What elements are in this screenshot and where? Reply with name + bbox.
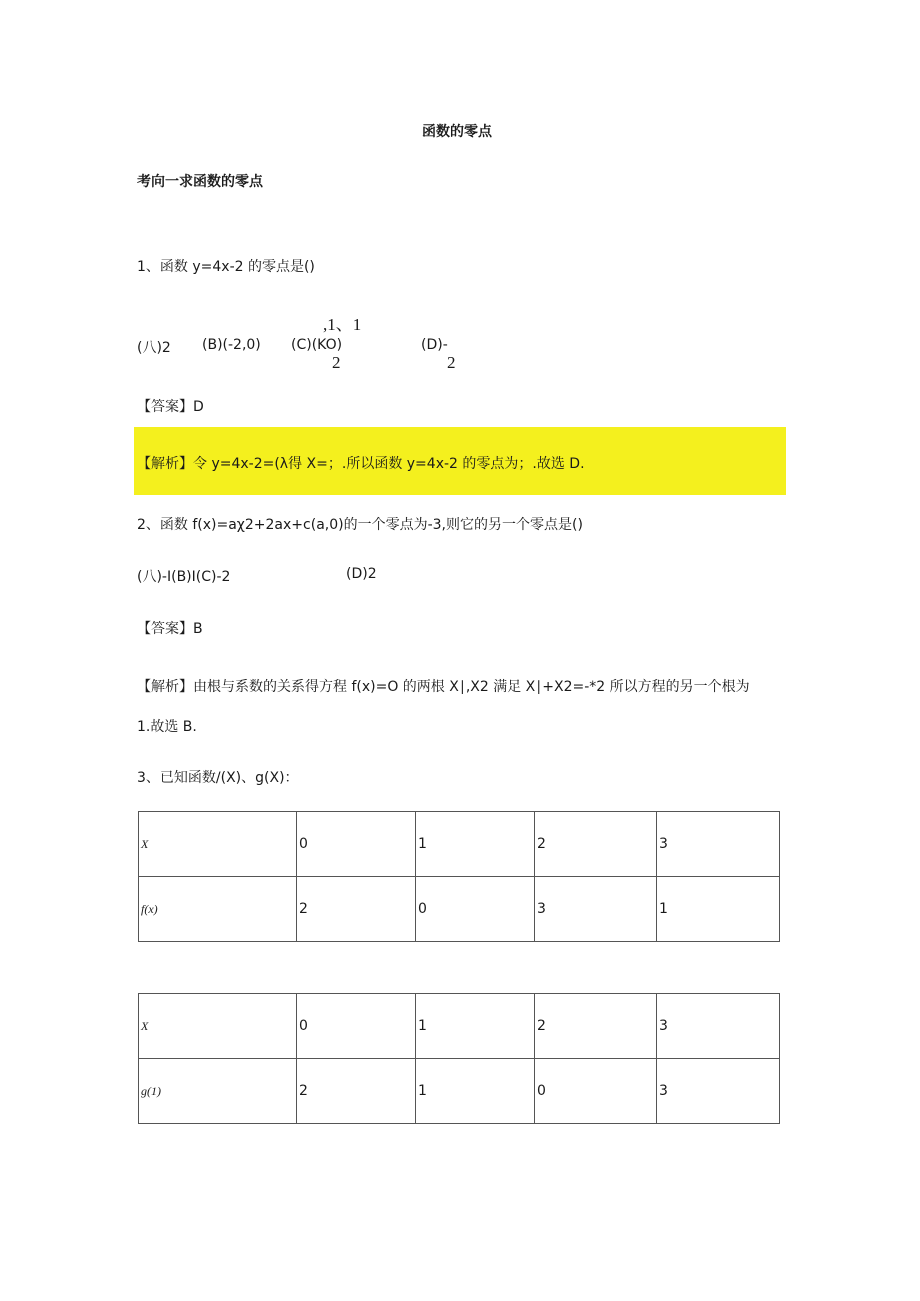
table-cell: 0 [297,994,416,1059]
table-cell: 2 [535,812,657,877]
question-1-answer: 【答案】D [137,399,204,415]
table-cell: f(x) [139,877,297,942]
option-b: (B)(-2,0) [202,337,261,353]
table-row [139,1059,780,1124]
table-cell: X [139,812,297,877]
table-cell: 1 [416,994,535,1059]
table-cell: 0 [416,877,535,942]
table-cell: 2 [535,994,657,1059]
table-cell: 0 [535,1059,657,1124]
table-cell: 3 [535,877,657,942]
option-c: (C)(KO) [291,337,343,353]
table-cell: 2 [297,1059,416,1124]
table-cell: 1 [416,812,535,877]
table-row [139,877,780,942]
fraction-c-denominator: 2 [332,353,341,372]
table-cell: 3 [657,812,780,877]
question-1-analysis: 【解析】令 y=4x-2=(λ得 X=；.所以函数 y=4x-2 的零点为；.故选 D. [137,456,585,472]
question-2-option-d: (D)2 [346,566,377,582]
table-cell: 2 [297,877,416,942]
table-cell: g(1) [139,1059,297,1124]
table-row [139,994,780,1059]
section-heading: 考向一求函数的零点 [137,174,263,190]
table-cell: 3 [657,1059,780,1124]
table-cell: 0 [297,812,416,877]
option-a: (八)2 [137,340,171,356]
table-cell: 1 [657,877,780,942]
question-1-stem: 1、函数 y=4x-2 的零点是() [137,259,315,275]
table-f [138,811,780,942]
fraction-numerators: ,1、1 [323,315,362,334]
question-2-options-abc: (八)-I(B)I(C)-2 [137,569,231,585]
table-cell: X [139,994,297,1059]
question-2-analysis-line-1: 【解析】由根与系数的关系得方程 f(x)=O 的两根 X∣,X2 满足 X∣+X2=-*2 所以方程的另一个根为 [137,679,750,695]
option-d: (D)- [421,337,448,353]
question-2-answer: 【答案】B [137,621,203,637]
page-title: 函数的零点 [422,124,492,140]
table-row [139,812,780,877]
table-g [138,993,780,1124]
table-cell: 3 [657,994,780,1059]
fraction-d-denominator: 2 [447,353,456,372]
question-2-stem: 2、函数 f(x)=aχ2+2ax+c(a,0)的一个零点为-3,则它的另一个零点是() [137,517,583,533]
question-3-stem: 3、已知函数/(X)、g(X)： [137,770,299,786]
table-cell: 1 [416,1059,535,1124]
question-2-analysis-line-2: 1.故选 B. [137,719,197,735]
